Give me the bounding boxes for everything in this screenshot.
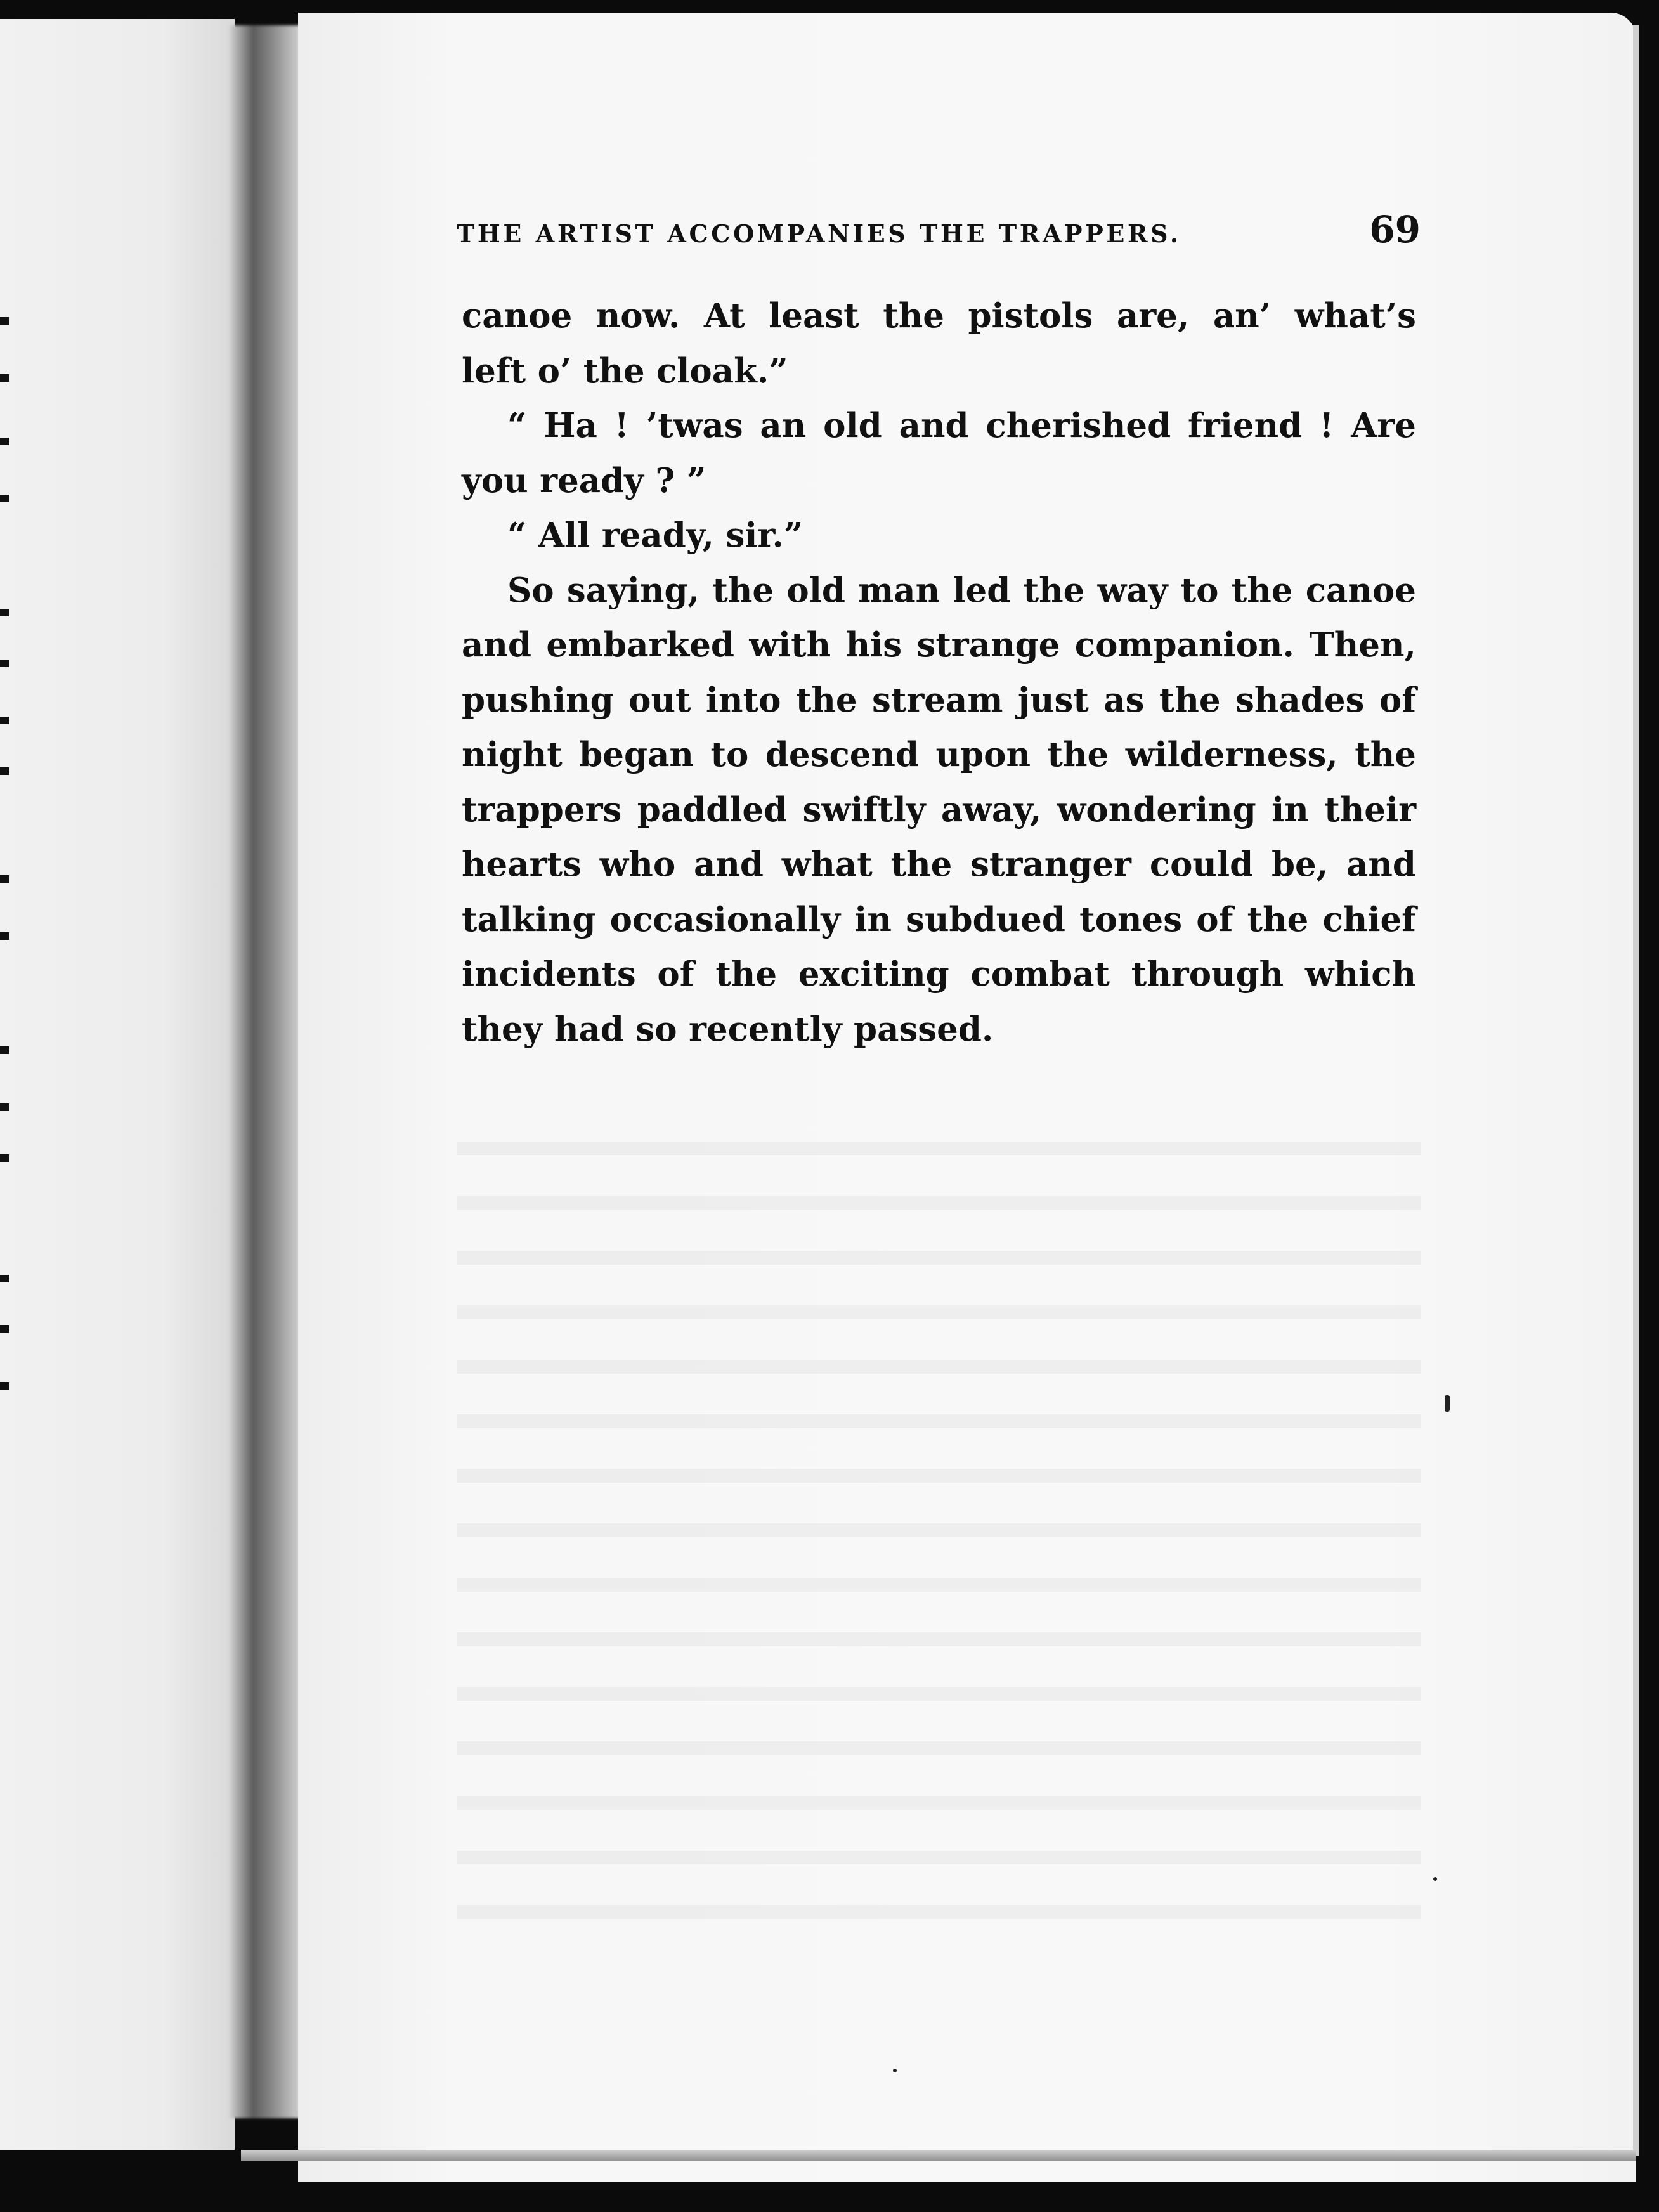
left-page-text-fragment	[0, 1325, 9, 1333]
left-page-text-fragment	[0, 767, 9, 775]
left-page-text-fragment	[0, 1275, 9, 1282]
left-page-text-fragment	[0, 932, 9, 940]
text-line: “ Ha ! ’twas an old and cherished friend ! Are	[507, 406, 1416, 445]
text-line: and embarked with his strange companion. Then,	[462, 625, 1416, 665]
text-line: you ready ? ”	[462, 460, 706, 500]
page-number: 69	[1369, 208, 1421, 251]
page-right-edge	[1633, 25, 1639, 2156]
text-line: left o’ the cloak.”	[462, 351, 788, 391]
running-head	[457, 208, 1421, 259]
text-line: “ All ready, sir.”	[507, 516, 803, 555]
left-page-text-fragment	[0, 1046, 9, 1054]
running-title: THE ARTIST ACCOMPANIES THE TRAPPERS.	[457, 219, 1181, 248]
left-page-text-fragment	[0, 438, 9, 445]
text-line: pushing out into the stream just as the shades of	[462, 680, 1416, 720]
left-page-text-fragment	[0, 1382, 9, 1390]
left-page-text-fragment	[0, 317, 9, 325]
left-page-text-fragment	[0, 609, 9, 616]
page-bottom-edge	[241, 2150, 1636, 2161]
text-line: incidents of the exciting combat through which	[462, 954, 1416, 994]
text-line: night began to descend upon the wilderness, the	[462, 735, 1416, 774]
body-text	[462, 289, 1416, 1057]
left-facing-page	[0, 19, 235, 2150]
text-line: hearts who and what the stranger could be, and	[462, 845, 1416, 884]
left-page-text-fragment	[0, 374, 9, 382]
left-page-text-fragment	[0, 660, 9, 667]
left-page-text-fragment	[0, 1103, 9, 1111]
scan-speck	[893, 2069, 897, 2072]
text-line: talking occasionally in subdued tones of the chief	[462, 899, 1416, 939]
left-page-text-fragment	[0, 495, 9, 502]
show-through-from-reverse	[457, 1116, 1421, 1953]
text-line: canoe now. At least the pistols are, an’ what’s	[462, 296, 1416, 335]
text-line: trappers paddled swiftly away, wondering in their	[462, 790, 1416, 829]
text-line: they had so recently passed.	[462, 1009, 994, 1049]
left-page-text-fragment	[0, 717, 9, 724]
scan-speck	[1433, 1877, 1437, 1881]
left-page-text-fragment	[0, 1154, 9, 1162]
left-page-text-fragment	[0, 875, 9, 883]
text-line: So saying, the old man led the way to the canoe	[507, 570, 1416, 610]
scan-speck	[1445, 1395, 1450, 1412]
